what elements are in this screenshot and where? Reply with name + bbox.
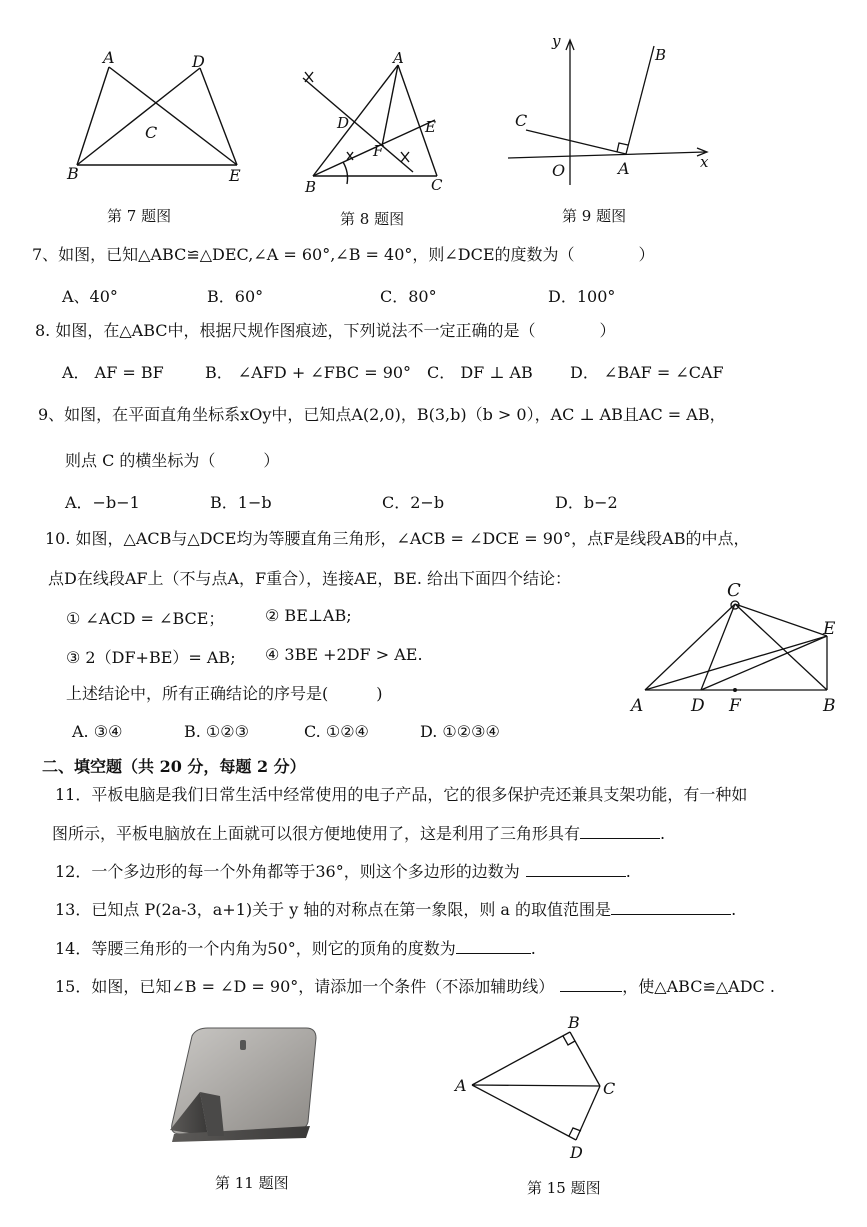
- q9-stem-2: 则点 C 的横坐标为（ ）: [65, 451, 280, 470]
- fig8-label-B: B: [305, 178, 317, 195]
- q12-answer-blank[interactable]: [526, 860, 626, 877]
- q10-option-c: C. ①②④: [304, 722, 369, 741]
- q8-option-c: C． DF ⊥ AB: [427, 363, 533, 382]
- q7-stem: 7、如图，已知△ABC≌△DEC,∠A = 60°,∠B = 40°，则∠DCE的度数为（ ）: [32, 245, 655, 264]
- q11-line-2: [52, 822, 665, 845]
- fig15-label-A: A: [455, 1076, 467, 1095]
- q9-option-a: A．−b−1: [65, 493, 140, 512]
- fig7-caption: 第 7 题图: [107, 207, 172, 225]
- fig7-label-C: C: [145, 123, 158, 142]
- q10-conclusion-1: ① ∠ACD = ∠BCE；: [66, 609, 225, 628]
- fig8-label-C: C: [431, 176, 443, 194]
- fig15-label-D: D: [570, 1143, 583, 1160]
- q15-text: 15．如图，已知∠B = ∠D = 90°，请添加一个条件（不添加辅助线）: [55, 977, 555, 996]
- q10-conclusion-4: ④ 3BE +2DF > AE.: [265, 645, 423, 664]
- fig9-label-O: O: [552, 161, 566, 180]
- q7-option-b: B．60°: [207, 287, 264, 306]
- q9-stem: 9、如图，在平面直角坐标系xOy中，已知点A(2,0)，B(3,b)（b > 0），AC ⊥ AB且AC = AB，: [38, 405, 726, 424]
- q8-option-d: D． ∠BAF = ∠CAF: [570, 363, 724, 382]
- q8-option-a: A． AF = BF: [62, 363, 164, 382]
- q7-option-a: A、40°: [62, 287, 118, 306]
- fig8-label-E: E: [425, 118, 436, 136]
- fig11-caption: 第 11 题图: [215, 1174, 289, 1192]
- q15-line: [55, 975, 775, 998]
- figure-9: [500, 30, 725, 190]
- fig9-caption: 第 9 题图: [562, 207, 627, 225]
- q10-conclusion-3: ③ 2（DF+BE）= AB;: [66, 648, 236, 667]
- fig10-label-C: C: [727, 580, 741, 601]
- fig9-label-x: x: [700, 153, 709, 171]
- fig15-caption: 第 15 题图: [527, 1179, 601, 1197]
- q15-end: ，使△ABC≌△ADC .: [622, 977, 775, 996]
- fig15-label-C: C: [603, 1079, 616, 1098]
- fig9-label-C: C: [515, 111, 528, 130]
- fig9-label-A: A: [618, 159, 630, 178]
- figure-10: [625, 578, 850, 718]
- q10-option-b: B. ①②③: [184, 722, 249, 741]
- q10-option-a: A. ③④: [72, 722, 123, 741]
- q8-option-b: B． ∠AFD + ∠FBC = 90°: [205, 363, 412, 382]
- q10-conclusion-2: ② BE⊥AB;: [265, 606, 352, 625]
- fig10-label-A: A: [631, 696, 644, 716]
- fig9-label-B: B: [655, 46, 667, 64]
- q11-line-1: 11．平板电脑是我们日常生活中经常使用的电子产品，它的很多保护壳还兼具支架功能，有一种如: [55, 785, 748, 804]
- fig10-label-F: F: [729, 696, 741, 716]
- q9-option-b: B．1−b: [210, 493, 272, 512]
- section-fill-in-title: 二、填空题（共 20 分，每题 2 分）: [42, 757, 306, 776]
- q12-line: [55, 860, 631, 883]
- q14-line: [55, 937, 536, 960]
- fig8-label-A: A: [393, 50, 404, 67]
- q7-option-c: C．80°: [380, 287, 437, 306]
- figure-7: [55, 45, 255, 190]
- fig8-label-F: F: [373, 142, 384, 160]
- fig8-label-D: D: [337, 114, 350, 132]
- q9-option-d: D．b−2: [555, 493, 618, 512]
- fig9-label-y: y: [552, 32, 561, 50]
- q15-answer-blank[interactable]: [560, 975, 622, 992]
- figure-11-tablet-photo: [160, 1026, 320, 1144]
- q11-end: .: [660, 824, 666, 843]
- fig15-label-B: B: [568, 1013, 580, 1032]
- q9-option-c: C．2−b: [382, 493, 445, 512]
- fig7-label-E: E: [229, 166, 241, 185]
- q13-text: 13．已知点 P(2a-3，a+1)关于 y 轴的对称点在第一象限，则 a 的取值范围是: [55, 900, 612, 919]
- q14-end: .: [530, 939, 536, 958]
- q13-answer-blank[interactable]: [611, 898, 731, 915]
- figure-15: [450, 1010, 630, 1160]
- q13-line: [55, 898, 736, 921]
- q8-stem: 8. 如图，在△ABC中，根据尺规作图痕迹，下列说法不一定正确的是（ ）: [35, 321, 616, 340]
- fig10-label-E: E: [823, 619, 836, 639]
- fig10-label-D: D: [691, 696, 705, 716]
- q11-answer-blank[interactable]: [580, 822, 660, 839]
- figure-8: [285, 50, 460, 195]
- q12-text: 12．一个多边形的每一个外角都等于36°，则这个多边形的边数为: [55, 862, 520, 881]
- fig10-label-B: B: [823, 696, 836, 716]
- q7-option-d: D．100°: [548, 287, 616, 306]
- fig7-label-D: D: [192, 52, 205, 71]
- q10-ask: 上述结论中，所有正确结论的序号是( ): [66, 684, 383, 703]
- q10-stem-2: 点D在线段AF上（不与点A，F重合），连接AE，BE. 给出下面四个结论：: [48, 569, 571, 588]
- q10-stem: 10. 如图，△ACB与△DCE均为等腰直角三角形，∠ACB = ∠DCE = 90°，点F是线段AB的中点，: [45, 529, 750, 548]
- fig7-label-A: A: [103, 48, 115, 67]
- q14-answer-blank[interactable]: [456, 937, 531, 954]
- q10-option-d: D. ①②③④: [420, 722, 500, 741]
- fig7-label-B: B: [67, 164, 79, 183]
- fig8-caption: 第 8 题图: [340, 210, 405, 228]
- q11-line-2-text: 图所示，平板电脑放在上面就可以很方便地使用了，这是利用了三角形具有: [52, 824, 581, 843]
- q14-text: 14．等腰三角形的一个内角为50°，则它的顶角的度数为: [55, 939, 456, 958]
- q12-end: .: [625, 862, 631, 881]
- q13-end: .: [731, 900, 737, 919]
